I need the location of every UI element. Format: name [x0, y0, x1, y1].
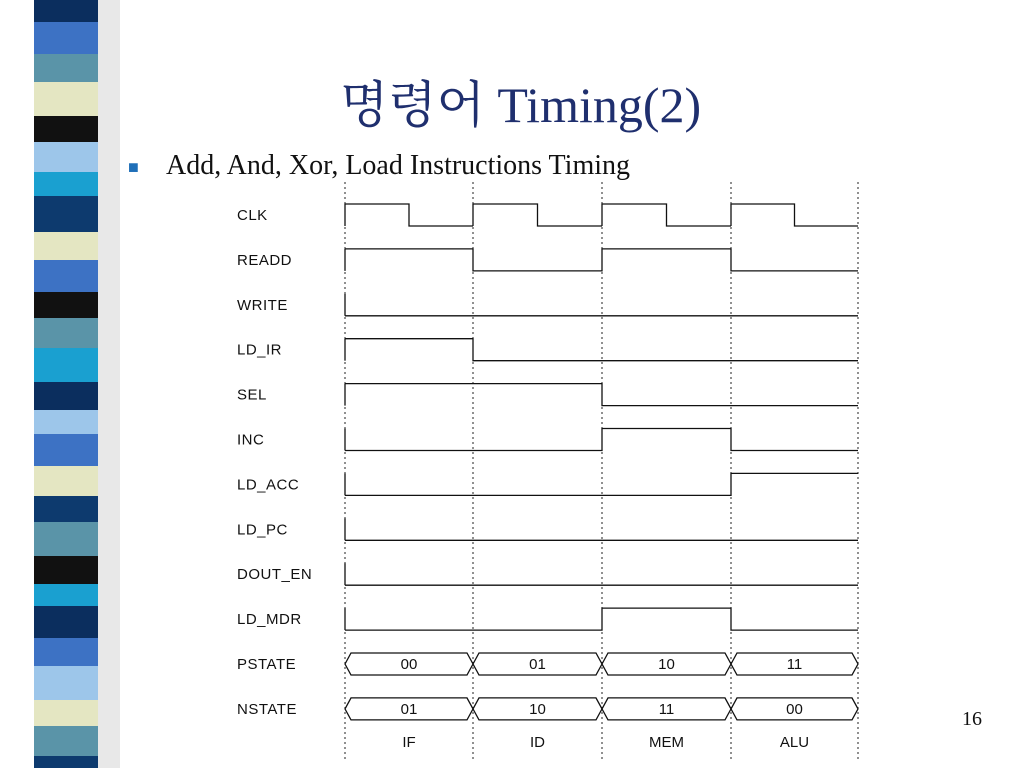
bus-value-pstate: 10: [658, 656, 675, 673]
bus-value-nstate: 11: [658, 700, 675, 718]
signal-label-ld-pc: LD_PC: [237, 521, 288, 539]
signal-label-nstate: NSTATE: [237, 700, 297, 718]
signal-label-ld-mdr: LD_MDR: [237, 611, 302, 629]
bus-value-nstate: 01: [400, 700, 418, 718]
bus-value-pstate: 01: [529, 656, 546, 673]
signal-label-sel: SEL: [237, 386, 267, 404]
stage-label-alu: ALU: [779, 734, 810, 751]
signal-label-write: WRITE: [237, 296, 288, 314]
signal-label-readd: READD: [237, 251, 293, 269]
signal-label-clk: CLK: [237, 207, 268, 224]
bus-value-nstate: 10: [529, 700, 546, 718]
waveform-sel: [345, 384, 858, 406]
bullet-text: Add, And, Xor, Load Instructions Timing: [166, 150, 631, 181]
page-number: 16: [962, 708, 982, 730]
stage-label-mem: MEM: [649, 734, 684, 751]
signal-label-pstate: PSTATE: [237, 656, 297, 673]
signal-label-dout-en: DOUT_EN: [237, 566, 313, 584]
waveform-ld-mdr: [345, 608, 858, 630]
square-bullet-icon: ■: [128, 157, 139, 178]
slide-title: 명령어 Timing(2): [340, 77, 702, 133]
signal-label-ld-ir: LD_IR: [237, 341, 283, 359]
signal-label-ld-acc: LD_ACC: [237, 476, 300, 494]
bus-value-pstate: 00: [400, 656, 418, 673]
stage-label-if: IF: [402, 734, 416, 751]
waveform-clk: [345, 204, 858, 226]
bus-value-nstate: 00: [786, 700, 803, 718]
signal-label-inc: INC: [237, 431, 265, 449]
waveform-readd: [345, 249, 858, 271]
waveform-inc: [345, 429, 858, 451]
bus-value-pstate: 11: [786, 656, 803, 673]
stage-label-id: ID: [530, 734, 545, 751]
